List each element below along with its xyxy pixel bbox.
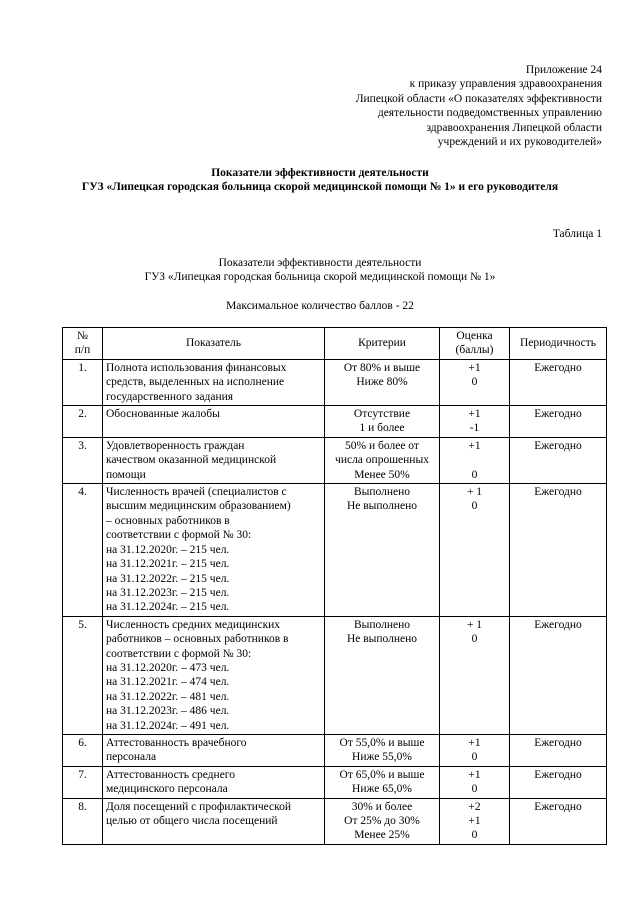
row-score	[440, 616, 510, 734]
row-indicator-line: государственного задания	[106, 390, 234, 403]
row-criteria	[325, 437, 440, 483]
row-indicator-line: целью от общего числа посещений	[106, 815, 278, 827]
table-row	[63, 484, 607, 617]
row-indicator-line: высшим медицинским образованием)	[106, 500, 291, 513]
row-indicator-line: Аттестованность врачебного	[106, 736, 247, 749]
row-score-line: +1	[468, 768, 481, 781]
table-subtitle-line-1: Показатели эффективности деятельности	[218, 257, 422, 269]
indicators-table	[62, 327, 607, 845]
row-indicator-line: на 31.12.2022г. – 481 чел.	[106, 690, 230, 703]
row-score-line: +1	[468, 736, 481, 749]
row-indicator-line: Численность средних медицинских	[106, 618, 281, 631]
document-title-line-2: ГУЗ «Липецкая городская больница скорой медицинской помощи № 1» и его руководителя	[81, 181, 559, 194]
table-row	[63, 798, 607, 844]
row-score-line: 0	[471, 829, 478, 842]
row-score-line: -1	[469, 422, 480, 435]
row-indicator	[103, 406, 325, 438]
table-row	[63, 734, 607, 766]
row-criteria	[325, 798, 440, 844]
table-row	[63, 406, 607, 438]
row-score-line: 0	[471, 376, 478, 389]
row-criteria	[325, 734, 440, 766]
row-score-line: +1	[468, 408, 481, 421]
appendix-line: Липецкой области «О показателях эффективности	[355, 92, 602, 105]
row-indicator-line: соответствии с формой № 30:	[106, 529, 252, 542]
row-score-line: 0	[471, 468, 478, 481]
row-number: 3.	[63, 437, 103, 483]
row-criteria-line: Ниже 55,0%	[352, 751, 412, 764]
row-number: 1.	[63, 359, 103, 405]
row-period: Ежегодно	[510, 766, 607, 798]
row-criteria-line: Ниже 80%	[356, 376, 408, 389]
row-indicator	[103, 437, 325, 483]
row-criteria-line: Ниже 65,0%	[352, 783, 412, 796]
row-indicator-line: медицинского персонала	[106, 783, 228, 796]
row-score	[440, 734, 510, 766]
row-number: 7.	[63, 766, 103, 798]
header-period: Периодичность	[510, 328, 607, 360]
row-score-line: +1	[468, 815, 481, 827]
header-indicator: Показатель	[103, 328, 325, 360]
table-row	[63, 616, 607, 734]
row-indicator-line: соответствии с формой № 30:	[106, 647, 252, 660]
row-period: Ежегодно	[510, 406, 607, 438]
row-score	[440, 359, 510, 405]
row-criteria-line: Менее 25%	[354, 829, 410, 842]
row-indicator	[103, 766, 325, 798]
table-subtitle-line-2: ГУЗ «Липецкая городская больница скорой медицинской помощи № 1»	[144, 271, 496, 284]
row-criteria	[325, 616, 440, 734]
document-title	[40, 166, 600, 195]
row-indicator	[103, 359, 325, 405]
row-indicator-line: на 31.12.2023г. – 486 чел.	[106, 705, 230, 718]
row-criteria-line: Менее 50%	[354, 468, 410, 481]
appendix-line: здравоохранения Липецкой области	[426, 121, 602, 134]
row-indicator-line: на 31.12.2022г. – 215 чел.	[106, 572, 230, 585]
row-indicator-line: на 31.12.2021г. – 215 чел.	[106, 558, 230, 571]
table-subtitle	[40, 256, 600, 285]
row-score-line: 0	[471, 751, 478, 764]
row-indicator-line: на 31.12.2020г. – 215 чел.	[106, 543, 230, 556]
row-score-line: +1	[468, 361, 481, 374]
row-criteria-line: От 65,0% и выше	[339, 768, 425, 781]
row-score	[440, 484, 510, 617]
row-indicator-line: Полнота использования финансовых	[106, 361, 287, 374]
row-criteria	[325, 359, 440, 405]
row-indicator	[103, 484, 325, 617]
row-criteria-line: числа опрошенных	[335, 454, 429, 467]
table-row	[63, 437, 607, 483]
row-indicator-line: средств, выделенных на исполнение	[106, 376, 285, 389]
row-number: 4.	[63, 484, 103, 617]
row-score-line: +2	[468, 800, 481, 813]
appendix-line: к приказу управления здравоохранения	[409, 78, 602, 91]
table-row	[63, 766, 607, 798]
row-indicator-line: на 31.12.2023г. – 215 чел.	[106, 586, 230, 599]
row-criteria-line: От 25% до 30%	[344, 815, 420, 827]
row-score-line: 0	[471, 500, 478, 513]
row-score-line	[443, 453, 506, 467]
row-indicator-line: – основных работников в	[106, 514, 230, 527]
header-criteria: Критерии	[325, 328, 440, 360]
row-number: 5.	[63, 616, 103, 734]
row-indicator	[103, 798, 325, 844]
header-num: № п/п	[63, 328, 103, 360]
row-score	[440, 406, 510, 438]
row-period: Ежегодно	[510, 798, 607, 844]
row-indicator	[103, 616, 325, 734]
row-criteria-line: Не выполнено	[346, 500, 418, 513]
row-period: Ежегодно	[510, 484, 607, 617]
row-indicator-line: на 31.12.2024г. – 215 чел.	[106, 601, 230, 614]
row-indicator-line: Аттестованность среднего	[106, 768, 235, 781]
row-indicator-line: работников – основных работников в	[106, 633, 289, 646]
row-criteria	[325, 406, 440, 438]
row-indicator-line: помощи	[106, 468, 146, 481]
row-indicator-line: на 31.12.2024г. – 491 чел.	[106, 719, 230, 732]
row-criteria-line: От 55,0% и выше	[339, 736, 425, 749]
document-title-line-1: Показатели эффективности деятельности	[211, 167, 429, 179]
row-indicator-line: на 31.12.2021г. – 474 чел.	[106, 676, 230, 689]
row-score-line: + 1	[466, 486, 483, 499]
row-period: Ежегодно	[510, 616, 607, 734]
row-score-line: 0	[471, 783, 478, 796]
row-criteria-line: Выполнено	[353, 618, 411, 631]
row-criteria	[325, 766, 440, 798]
appendix-line: Приложение 24	[525, 64, 602, 76]
row-indicator-line: Обоснованные жалобы	[106, 408, 220, 421]
table-label: Таблица 1	[552, 228, 602, 240]
row-period: Ежегодно	[510, 734, 607, 766]
row-indicator-line: Удовлетворенность граждан	[106, 439, 245, 452]
row-number: 6.	[63, 734, 103, 766]
row-number: 2.	[63, 406, 103, 438]
row-period: Ежегодно	[510, 359, 607, 405]
row-indicator-line: качеством оказанной медицинской	[106, 454, 277, 467]
row-score	[440, 766, 510, 798]
row-criteria-line: 30% и более	[351, 800, 413, 813]
row-criteria-line: От 80% и выше	[343, 361, 421, 374]
table-header-row	[63, 328, 607, 360]
max-score: Максимальное количество баллов - 22	[226, 300, 414, 312]
row-criteria-line: 1 и более	[359, 422, 405, 435]
row-indicator	[103, 734, 325, 766]
row-indicator-line: персонала	[106, 751, 157, 764]
row-indicator-line: Доля посещений с профилактической	[106, 800, 292, 813]
appendix-header	[356, 63, 602, 149]
row-number: 8.	[63, 798, 103, 844]
row-criteria-line: 50% и более от	[345, 439, 419, 452]
appendix-line: деятельности подведомственных управлению	[377, 107, 602, 120]
row-indicator-line: Численность врачей (специалистов с	[106, 486, 287, 499]
row-criteria-line: Не выполнено	[346, 633, 418, 646]
row-score-line: +1	[468, 439, 481, 452]
row-score	[440, 798, 510, 844]
row-score-line: 0	[471, 633, 478, 646]
appendix-line: учреждений и их руководителей»	[437, 136, 602, 149]
row-score-line: + 1	[466, 618, 483, 631]
row-criteria-line: Выполнено	[353, 486, 411, 499]
row-score	[440, 437, 510, 483]
header-score: Оценка (баллы)	[440, 328, 510, 360]
row-indicator-line: на 31.12.2020г. – 473 чел.	[106, 661, 230, 674]
row-period: Ежегодно	[510, 437, 607, 483]
row-criteria	[325, 484, 440, 617]
row-criteria-line: Отсутствие	[353, 408, 411, 421]
table-row	[63, 359, 607, 405]
